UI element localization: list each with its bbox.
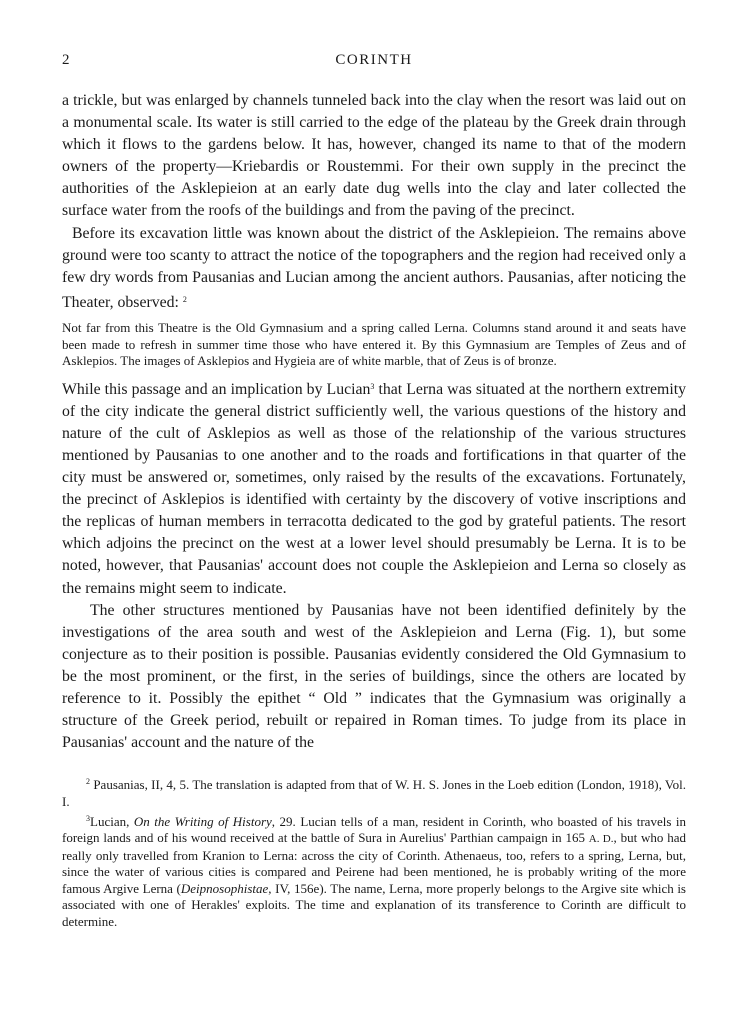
footnote-3-title: On the Writing of History <box>133 813 272 829</box>
footnote-2-number: 2 <box>86 777 90 787</box>
document-page <box>62 50 686 931</box>
page-number: 2 <box>62 52 70 68</box>
footnote-3-part-c: , but who had really only travelled from Kranion to Lerna: across the city of Corinth. Athenaeus, too, refers to a spring, Lerna, but, since the water of various cities is compared and Peirene had been mentioned, he is probably writing of the more famous Argive Lerna ( <box>62 830 686 896</box>
footnote-3-part-b: , 29. Lucian tells of a man, resident in Corinth, who boasted of his travels in foreign lands and of his wound received at the battle of Sura in Aurelius' Parthian campaign in 165 <box>62 813 687 846</box>
footnote-ref-2: 2 <box>182 294 187 304</box>
paragraph-3 <box>62 376 686 600</box>
footnote-3-part-d: , IV, 156e). The name, Lerna, more properly belongs to the Argive site which is associated with one of Herakles' exploits. The time and explanation of its transference to Corinth are difficult to determine. <box>62 880 686 930</box>
paragraph-2-text: Before its excavation little was known about the district of the Asklepieion. The remains above ground were too scanty to attract the notice of the topographers and the region had received only a few dry words from Pausanias and Lucian among the ancient authors. Pausanias, after noticing the Theater, observed: <box>62 224 686 311</box>
paragraph-1: a trickle, but was enlarged by channels tunneled back into the clay when the resort was laid out on a monumental scale. Its water is still carried to the edge of the plateau by the Greek drain through which it flows to the gardens below. It has, however, changed its name to that of the modern owners of the property—Kriebardis or Roustemmi. For their own supply in the precinct the authorities of the Asklepieion at an early date dug wells into the clay and later collected the surface water from the roofs of the buildings and from the paving of the precinct. <box>62 92 686 220</box>
paragraph-3-rest: that Lerna was situated at the northern extremity of the city indicate the general district sufficiently well, the various questions of the history and nature of the cult of Asklepios as well as those of the relationship of the various structures mentioned by Pausanias to one another and to the roads and fortifications in that quarter of the city must be answered or, sometimes, only raised by the results of the excavations. Fortunately, the precinct of Asklepios is identified with certainty by the discovery of votive inscriptions and the replicas of human members in terracotta dedicated to the god by grateful patients. The resort which adjoins the precinct on the west at a lower level should presumably be Lerna. It is to be noted, however, that Pausanias' account does not couple the Asklepieion and Lerna so closely as the remains might seem to indicate. <box>62 380 687 597</box>
footnote-ref-3: 3 <box>370 381 375 391</box>
footnote-3-title-2: Deipnosophistae <box>180 880 269 896</box>
paragraph-4: The other structures mentioned by Pausanias have not been identified definitely by the investigations of the area south and west of the Asklepieion and Lerna (Fig. 1), but some conjecture as to their position is possible. Pausanias evidently considered the Old Gymnasium to be the most prominent, or the first, in the series of buildings, since the others are located by reference to it. Possibly the epithet “ Old ” indicates that the Gymnasium was originally a structure of the Greek period, rebuilt or repaired in Roman times. To judge from its place in Pausanias' account and the nature of the <box>62 601 686 752</box>
paragraph-3-start: While this passage and an implication by Lucian <box>62 380 371 398</box>
footnote-2-text: Pausanias, II, 4, 5. The translation is adapted from that of W. H. S. Jones in the Loeb edition (London, 1918), Vol. I. <box>62 777 687 809</box>
footnote-2 <box>62 774 686 810</box>
footnote-3-era: A. D. <box>588 833 614 846</box>
body-text <box>62 90 686 754</box>
page-header <box>62 50 686 74</box>
paragraph-2 <box>62 223 686 314</box>
footnotes <box>62 774 686 930</box>
running-title: CORINTH <box>335 52 413 68</box>
footnote-3-lead: Lucian, <box>90 813 134 829</box>
block-quote <box>62 320 686 370</box>
footnote-3-number: 3 <box>86 813 90 823</box>
quote-text: Not far from this Theatre is the Old Gymnasium and a spring called Lerna. Columns stand around it and seats have been made to refresh in summer time those who have entered it. By this Gymnasium are Temples of Zeus and of Asklepios. The images of Asklepios and Hygieia are of white marble, that of Zeus is of bronze. <box>62 319 686 369</box>
footnote-3 <box>62 811 686 931</box>
